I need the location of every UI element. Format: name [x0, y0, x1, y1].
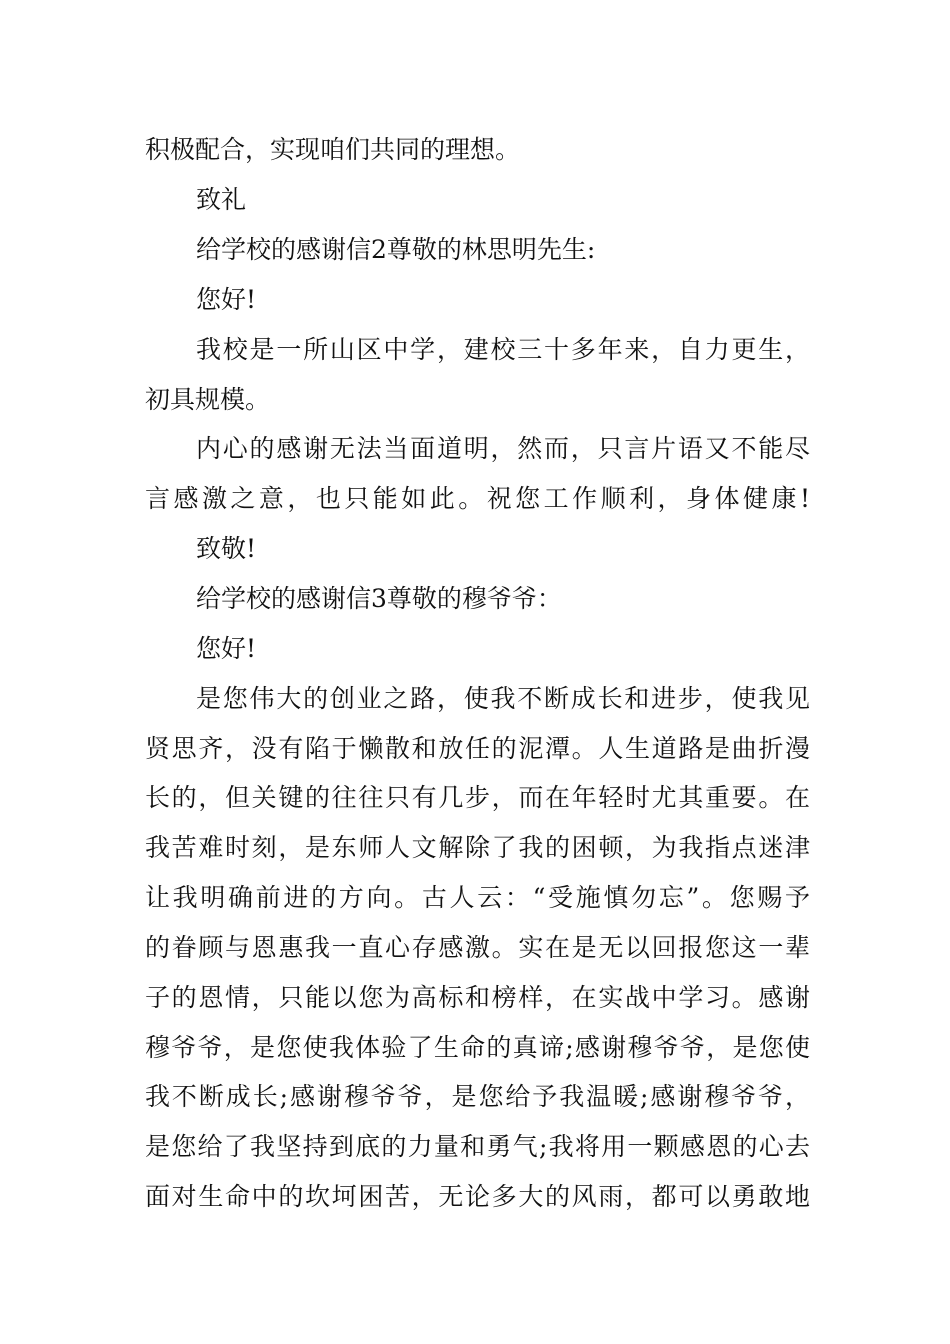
letter-heading: 给学校的感谢信2尊敬的林思明先生:	[196, 235, 596, 264]
text-line: 我苦难时刻，是东师人文解除了我的困顿，为我指点迷津	[145, 833, 810, 862]
text-line: 的眷顾与恩惠我一直心存感激。实在是无以回报您这一辈	[145, 933, 810, 962]
text-line: 子的恩情，只能以您为高标和榜样，在实战中学习。感谢	[145, 983, 810, 1012]
letter-heading: 给学校的感谢信3尊敬的穆爷爷：	[196, 584, 562, 613]
closing-salutation: 致礼	[196, 185, 247, 214]
closing-salutation: 致敬!	[196, 534, 257, 563]
text-line: 言感激之意，也只能如此。祝您工作顺利，身体健康!	[145, 484, 810, 513]
text-line: 积极配合，实现咱们共同的理想。	[145, 135, 521, 164]
text-line: 初具规模。	[145, 385, 271, 414]
text-line: 长的，但关键的往往只有几步，而在年轻时尤其重要。在	[145, 783, 810, 812]
text-line: 让我明确前进的方向。古人云：“受施慎勿忘”。您赐予	[145, 883, 810, 912]
text-line: 是您伟大的创业之路，使我不断成长和进步，使我见	[196, 684, 810, 713]
text-line: 我校是一所山区中学，建校三十多年来，自力更生，	[196, 335, 810, 364]
text-line: 面对生命中的坎坷困苦，无论多大的风雨，都可以勇敢地	[145, 1182, 810, 1211]
text-line: 内心的感谢无法当面道明，然而，只言片语又不能尽	[196, 434, 810, 463]
text-line: 穆爷爷，是您使我体验了生命的真谛;感谢穆爷爷，是您使	[145, 1033, 810, 1062]
text-line: 我不断成长;感谢穆爷爷，是您给予我温暖;感谢穆爷爷，	[145, 1082, 810, 1111]
text-line: 贤思齐，没有陷于懒散和放任的泥潭。人生道路是曲折漫	[145, 734, 810, 763]
greeting: 您好!	[196, 285, 257, 314]
text-line: 是您给了我坚持到底的力量和勇气;我将用一颗感恩的心去	[145, 1132, 810, 1161]
greeting: 您好!	[196, 634, 257, 663]
